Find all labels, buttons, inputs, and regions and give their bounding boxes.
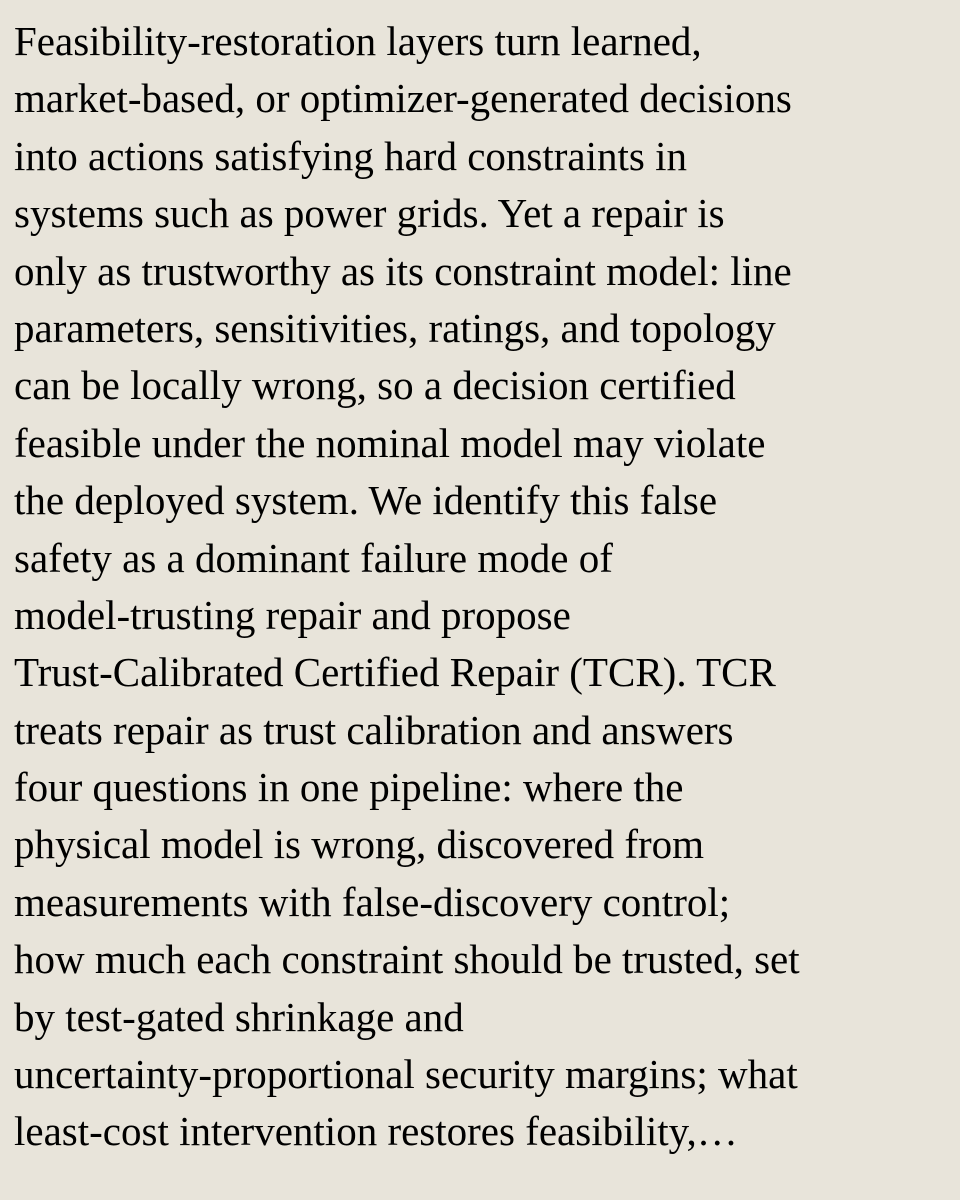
text-line-13: treats repair as trust calibration and answers [14,706,734,753]
text-line-8: feasible under the nominal model may violate [14,419,766,466]
text-line-19: uncertainty-proportional security margins; what [14,1051,798,1098]
text-line-6: parameters, sensitivities, ratings, and topology [14,304,776,351]
text-line-10: safety as a dominant failure mode of [14,534,613,581]
text-line-18: by test-gated shrinkage and [14,993,464,1040]
text-line-20: least-cost intervention restores feasibility,… [14,1108,738,1155]
text-line-15: physical model is wrong, discovered from [14,821,705,868]
text-line-5: only as trustworthy as its constraint model: line [14,247,792,294]
text-line-17: how much each constraint should be trusted, set [14,936,800,983]
text-line-2: market-based, or optimizer-generated decisions [14,75,792,122]
text-line-4: systems such as power grids. Yet a repair is [14,190,725,237]
text-line-11: model-trusting repair and propose [14,591,571,638]
text-line-16: measurements with false-discovery control; [14,878,731,925]
abstract-paragraph [14,13,946,1161]
text-line-14: four questions in one pipeline: where the [14,764,684,811]
text-line-1: Feasibility-restoration layers turn learned, [14,18,702,64]
text-line-12: Trust-Calibrated Certified Repair (TCR). TCR [14,649,776,696]
text-line-7: can be locally wrong, so a decision certified [14,362,736,409]
text-line-3: into actions satisfying hard constraints in [14,132,687,179]
text-line-9: the deployed system. We identify this false [14,477,718,524]
